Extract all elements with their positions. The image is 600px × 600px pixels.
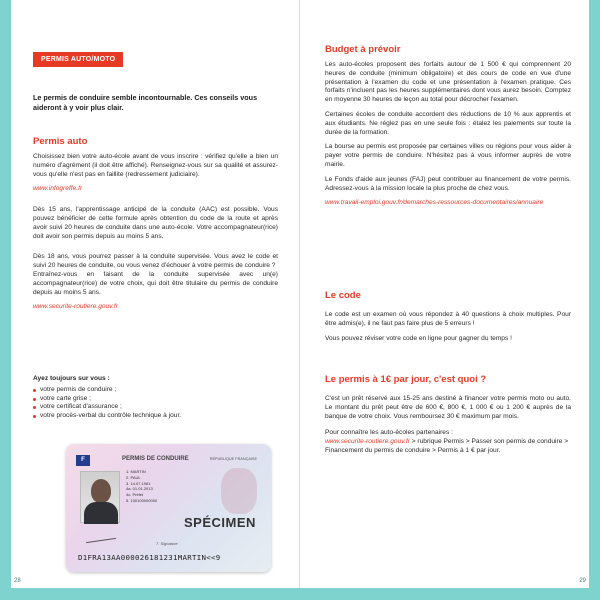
budget-section bbox=[325, 44, 571, 216]
list-item: votre procès-verbal du contrôle technique à jour. bbox=[33, 412, 278, 421]
section-tag: PERMIS AUTO/MOTO bbox=[33, 52, 123, 67]
securite-routiere-link[interactable]: www.securite-routiere.gouv.fr bbox=[325, 438, 410, 446]
securite-routiere-link[interactable]: www.securite-routiere.gouv.fr bbox=[33, 303, 118, 311]
permis-1euro-section bbox=[325, 374, 571, 456]
paragraph: Dès 18 ans, vous pourrez passer à la conduite supervisée. Vous avez le code et suivi 20 heures de conduite, ou vous venez d'échouer à votre permis de conduire ? bbox=[33, 253, 278, 270]
code-section bbox=[325, 290, 571, 349]
paragraph: La bourse au permis est proposée par certaines villes ou régions pour vous aider à payer votre permis de conduire. N'hésitez pas à vous informer auprès de votre mairie. bbox=[325, 143, 571, 168]
list-item: votre certificat d'assurance ; bbox=[33, 403, 278, 412]
page-number: 28 bbox=[14, 578, 21, 584]
travail-emploi-link[interactable]: www.travail-emploi.gouv.fr/demarches-ressources-documentaires/annuaire bbox=[325, 199, 544, 207]
card-mrz: D1FRA13AA000026181231MARTIN<<9 bbox=[78, 553, 221, 562]
shoulders-shape bbox=[84, 502, 118, 524]
eu-flag-icon: F bbox=[76, 455, 90, 466]
budget-title: Budget à prévoir bbox=[325, 44, 401, 55]
head-shape bbox=[91, 479, 111, 503]
paragraph: Les auto-écoles proposent des forfaits autour de 1 500 € qui comprennent 20 heures de conduite (minimum obligatoire) et des cours de code en vue d'une présentation à l'examen du code et une présentation à l'examen pratique. Ces forfaits n'incluent pas les heures supplémentaires dont vous aurez besoin. Comptez en moyenne 30 heures de leçon au total pour décrocher l'examen. bbox=[325, 61, 571, 104]
paragraph: C'est un prêt réservé aux 15-25 ans destiné à financer votre permis moto ou auto. Le montant du prêt peut être de 600 €, 800 €, 1 000 € ou 1 200 € auprès de la banque de votre choix. Vous remboursez 30 € maximum par mois. bbox=[325, 395, 571, 420]
paragraph: Entraînez-vous en faisant de la conduite supervisée avec un(e) accompagnateur(rice) de votre choix, qui doit être titulaire du permis de conduire depuis au moins 5 ans. bbox=[33, 270, 278, 296]
card-fields bbox=[126, 469, 216, 504]
paragraph: Vous pouvez réviser votre code en ligne pour gagner du temps ! bbox=[325, 334, 512, 342]
card-field: 3. 14.07.1981 bbox=[126, 480, 151, 486]
list-item: votre carte grise ; bbox=[33, 395, 278, 404]
card-field: 2. PAUL bbox=[126, 474, 141, 480]
checklist bbox=[33, 386, 278, 421]
right-page bbox=[300, 0, 589, 588]
paragraph: Choisissez bien votre auto-école avant de vous inscrire : vérifiez qu'elle a bien un numéro d'agrément (il doit être affiché). Renseignez-vous sur sa qualité et assurez-vous qu'elle n'est pas en faillite (redressement judiciaire). bbox=[33, 153, 278, 178]
portrait-photo bbox=[80, 471, 120, 523]
left-page bbox=[11, 0, 300, 588]
card-field: 4a. 01.01.2013 bbox=[126, 486, 153, 492]
paragraph: Certaines écoles de conduite accordent des réductions de 10 % aux apprentis et aux étudiants. Ne réglez pas en une seule fois : étalez les paiements sur toute la durée de la formation. bbox=[325, 110, 571, 136]
list-item: votre permis de conduire ; bbox=[33, 386, 278, 395]
paragraph: Le code est un examen où vous répondez à 40 questions à choix multiples. Pour être admis(e), il ne faut pas faire plus de 5 erreurs ! bbox=[325, 311, 571, 327]
permis-auto-title: Permis auto bbox=[33, 136, 88, 147]
card-republic: RÉPUBLIQUE FRANÇAISE bbox=[209, 457, 257, 461]
signature-label: 7. Signature bbox=[156, 541, 178, 546]
signature-stroke bbox=[86, 538, 116, 543]
license-card-image bbox=[66, 444, 271, 572]
ghost-portrait bbox=[221, 468, 257, 514]
infogreffe-link[interactable]: www.infogreffe.fr bbox=[33, 185, 83, 193]
card-field: 5. 130100000000 bbox=[126, 497, 158, 503]
paragraph: Dès 15 ans, l'apprentissage anticipé de la conduite (AAC) est possible. Vous pouvez bénéficier de cette formule après obtention du code de la route et après avoir suivi 20 heures de conduite dans une auto-école. Votre accompagnateur(rice) doit avoir son permis depuis au moins 5 ans. bbox=[33, 206, 278, 240]
checklist-title: Ayez toujours sur vous : bbox=[33, 375, 110, 382]
link-tail: > rubrique Permis > Passer son permis de conduire > Financement du permis de conduire > Permis à 1 € par jour. bbox=[325, 438, 569, 454]
permis-1euro-title: Le permis à 1€ par jour, c'est quoi ? bbox=[325, 374, 487, 385]
specimen-stamp: SPÉCIMEN bbox=[184, 515, 256, 530]
paragraph: Pour connaître les auto-écoles partenaires : bbox=[325, 429, 453, 437]
code-title: Le code bbox=[325, 290, 361, 301]
card-field: 1. MARTIN bbox=[126, 469, 146, 474]
paragraph bbox=[325, 438, 571, 456]
intro-text: Le permis de conduire semble incontournable. Ces conseils vous aideront à y voir plus clair. bbox=[33, 93, 258, 112]
paragraph: Le Fonds d'aide aux jeunes (FAJ) peut contribuer au financement de votre permis. Adressez-vous à la mission locale la plus proche de chez vous. bbox=[325, 175, 571, 192]
card-title: PERMIS DE CONDUIRE bbox=[122, 456, 189, 462]
page-number: 29 bbox=[579, 578, 586, 584]
checklist-section bbox=[33, 375, 278, 421]
permis-auto-section bbox=[33, 136, 278, 320]
card-field: 4c. Préfet bbox=[126, 492, 144, 498]
